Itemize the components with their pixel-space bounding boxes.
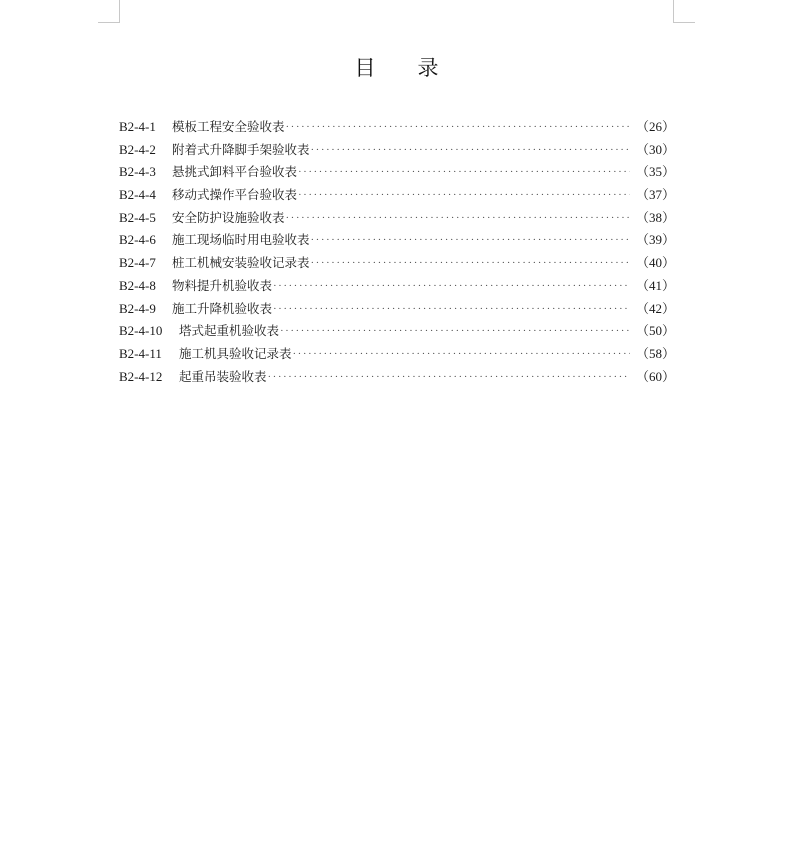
toc-dot-leader: [298, 184, 630, 207]
toc-dot-leader: [311, 229, 630, 252]
toc-entry-code: B2-4-11: [119, 345, 162, 361]
toc-heading-char-1: 目: [354, 56, 376, 80]
toc-entry-title: 施工升降机验收表: [172, 300, 273, 316]
toc-entry[interactable]: [119, 366, 675, 389]
toc-entry[interactable]: [119, 252, 675, 275]
toc-entry-page: （39）: [635, 232, 675, 248]
toc-entry[interactable]: [119, 116, 675, 139]
toc-entry-code: B2-4-9: [119, 300, 156, 316]
toc-entry-code: B2-4-8: [119, 277, 156, 293]
toc-entry-page: （41）: [635, 277, 675, 293]
toc-dot-leader: [311, 139, 630, 162]
toc-entry-title: 附着式升降脚手架验收表: [172, 141, 310, 157]
toc-entry-code: B2-4-3: [119, 164, 156, 180]
toc-entry-page: （38）: [635, 209, 675, 225]
toc-entry-title: 移动式操作平台验收表: [172, 187, 298, 203]
toc-entry-title: 模板工程安全验收表: [172, 119, 285, 134]
toc-entry[interactable]: [119, 229, 675, 252]
toc-entry-code: B2-4-6: [119, 232, 156, 248]
toc-entry[interactable]: [119, 139, 675, 162]
toc-heading: [0, 52, 793, 82]
toc-dot-leader: [311, 252, 630, 275]
toc-heading-char-2: 录: [417, 56, 439, 80]
toc-entry-title: 起重吊装验收表: [179, 368, 267, 384]
toc-entry-code: B2-4-1: [119, 119, 156, 134]
toc-entry-title: 安全防护设施验收表: [172, 209, 285, 225]
toc-dot-leader: [286, 116, 630, 139]
toc-entry[interactable]: [119, 161, 675, 184]
toc-entry-page: （58）: [635, 345, 675, 361]
toc-entry-code: B2-4-10: [119, 323, 163, 339]
toc-entry-page: （50）: [635, 323, 675, 339]
toc-entry-code: B2-4-7: [119, 255, 156, 271]
toc-entry-title: 塔式起重机验收表: [179, 323, 280, 339]
toc-entry-page: （42）: [635, 300, 675, 316]
toc-dot-leader: [273, 275, 630, 298]
toc-entry[interactable]: [119, 298, 675, 321]
toc-entry[interactable]: [119, 320, 675, 343]
toc-entry-code: B2-4-5: [119, 209, 156, 225]
toc-entry-page: （26）: [635, 119, 675, 134]
toc-entry-page: （35）: [635, 164, 675, 180]
toc-entry-title: 物料提升机验收表: [172, 277, 273, 293]
toc-dot-leader: [298, 161, 630, 184]
toc-entry-code: B2-4-2: [119, 141, 156, 157]
toc-dot-leader: [280, 320, 630, 343]
toc-entry[interactable]: [119, 275, 675, 298]
toc-dot-leader: [273, 298, 630, 321]
toc-dot-leader: [268, 366, 630, 389]
toc-list: [119, 116, 675, 388]
toc-entry-title: 施工机具验收记录表: [179, 345, 292, 361]
toc-entry-title: 施工现场临时用电验收表: [172, 232, 310, 248]
toc-entry-page: （60）: [635, 368, 675, 384]
toc-entry-page: （40）: [635, 255, 675, 271]
toc-entry[interactable]: [119, 184, 675, 207]
toc-dot-leader: [293, 343, 630, 366]
toc-dot-leader: [286, 207, 630, 230]
toc-entry-page: （30）: [635, 141, 675, 157]
toc-entry-title: 悬挑式卸料平台验收表: [172, 164, 298, 180]
toc-entry-code: B2-4-12: [119, 368, 163, 384]
toc-entry[interactable]: [119, 343, 675, 366]
toc-entry[interactable]: [119, 207, 675, 230]
toc-entry-title: 桩工机械安装验收记录表: [172, 255, 310, 271]
toc-entry-code: B2-4-4: [119, 187, 156, 203]
toc-entry-page: （37）: [635, 187, 675, 203]
